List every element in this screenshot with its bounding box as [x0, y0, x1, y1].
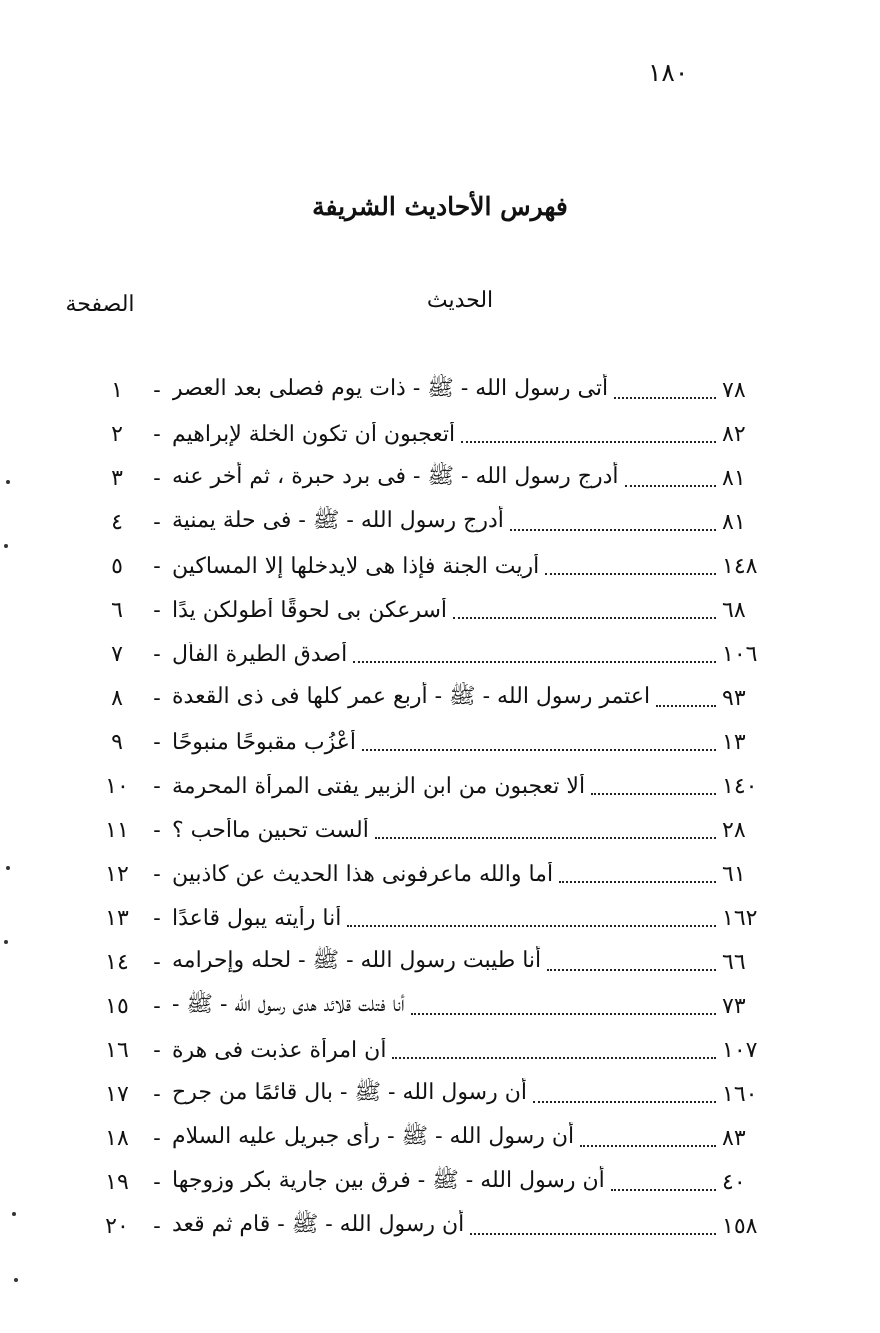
scan-speck	[12, 1212, 16, 1216]
entry-text: اعتمر رسول الله - ﷺ - أربع عمر كلها فى ذى القعدة	[172, 684, 651, 709]
leader-dots	[411, 991, 716, 1015]
entry-number: ١٣	[105, 905, 129, 931]
entry-text: أن رسول الله - ﷺ - بال قائمًا من جرح	[172, 1080, 527, 1105]
entry-page: ٢٨	[722, 817, 746, 843]
entry-text: أن امرأة عذبت فى هرة	[172, 1037, 387, 1063]
entry-text: أن رسول الله - ﷺ - رأى جبريل عليه السلام	[172, 1124, 575, 1149]
entry-text: ألست تحبين ماأحب ؟	[172, 817, 369, 843]
scan-speck	[6, 866, 10, 870]
entry-text: أدرج رسول الله - ﷺ - فى حلة يمنية	[172, 508, 504, 533]
entry-number: ٣	[111, 465, 123, 491]
index-entry	[92, 456, 782, 500]
entry-page: ٦١	[722, 861, 746, 887]
index-entry	[92, 764, 782, 808]
entry-page: ١٥٨	[722, 1213, 758, 1239]
entry-dash: -	[153, 685, 161, 711]
hadith-index-list	[92, 368, 782, 1248]
entry-text: أُعْزُب مقبوحًا منبوحًا	[172, 729, 357, 755]
entry-number: ١	[111, 377, 123, 403]
index-entry	[92, 1072, 782, 1116]
leader-dots	[533, 1079, 716, 1103]
leader-dots	[611, 1167, 716, 1191]
index-entry	[92, 588, 782, 632]
entry-number: ١٨	[105, 1125, 129, 1151]
entry-number: ١٠	[105, 773, 129, 799]
entry-dash: -	[153, 861, 161, 887]
leader-dots	[656, 683, 716, 707]
scan-speck	[6, 480, 10, 484]
entry-number: ١٢	[105, 861, 129, 887]
index-entry	[92, 940, 782, 984]
leader-dots	[392, 1035, 716, 1059]
leader-dots	[362, 727, 716, 751]
index-entry	[92, 852, 782, 896]
entry-text: أريت الجنة فإذا هى لايدخلها إلا المساكين	[172, 553, 540, 579]
leader-dots	[547, 947, 716, 971]
entry-number: ١٦	[105, 1037, 129, 1063]
leader-dots	[375, 815, 716, 839]
entry-text: أتى رسول الله - ﷺ - ذات يوم فصلى بعد العصر	[172, 376, 609, 401]
entry-number: ١١	[105, 817, 129, 843]
entry-dash: -	[153, 553, 161, 579]
leader-dots	[559, 859, 716, 883]
entry-page: ١٣	[722, 729, 746, 755]
entry-text: أنا طيبت رسول الله - ﷺ - لحله وإحرامه	[172, 948, 542, 973]
entry-number: ٩	[111, 729, 123, 755]
entry-page: ١٦٢	[722, 905, 758, 931]
index-entry	[92, 632, 782, 676]
entry-number: ٥	[111, 553, 123, 579]
entry-dash: -	[153, 421, 161, 447]
entry-text: أن رسول الله - ﷺ - قام ثم قعد	[172, 1212, 465, 1237]
index-entry	[92, 544, 782, 588]
entry-dash: -	[153, 1125, 161, 1151]
index-entry	[92, 896, 782, 940]
leader-dots	[625, 463, 717, 487]
entry-number: ٧	[111, 641, 123, 667]
entry-text: أنا رأيته يبول قاعدًا	[172, 905, 342, 931]
column-header-page: الصفحة	[65, 292, 135, 317]
entry-page: ٤٠	[722, 1169, 746, 1195]
leader-dots	[510, 507, 716, 531]
entry-dash: -	[153, 597, 161, 623]
entry-text: أتعجبون أن تكون الخلة لإبراهيم	[172, 421, 456, 447]
scan-speck	[14, 1278, 18, 1282]
entry-number: ٢	[111, 421, 123, 447]
entry-text: ألا تعجبون من ابن الزبير يفتى المرأة المحرمة	[172, 773, 586, 799]
entry-page: ٨١	[722, 509, 746, 535]
entry-number: ٨	[111, 685, 123, 711]
entry-number: ١٩	[105, 1169, 129, 1195]
index-entry	[92, 500, 782, 544]
entry-number: ٢٠	[105, 1213, 129, 1239]
index-entry	[92, 676, 782, 720]
index-entry	[92, 720, 782, 764]
entry-text: أما والله ماعرفونى هذا الحديث عن كاذبين	[172, 861, 554, 887]
entry-page: ١٠٦	[722, 641, 758, 667]
entry-text: أصدق الطيرة الفأل	[172, 641, 348, 667]
entry-dash: -	[153, 465, 161, 491]
index-entry	[92, 1116, 782, 1160]
entry-dash: -	[153, 1037, 161, 1063]
index-entry	[92, 412, 782, 456]
entry-dash: -	[153, 377, 161, 403]
entry-dash: -	[153, 509, 161, 535]
entry-page: ١٦٠	[722, 1081, 758, 1107]
entry-dash: -	[153, 773, 161, 799]
leader-dots	[591, 771, 716, 795]
entry-number: ١٧	[105, 1081, 129, 1107]
entry-dash: -	[153, 817, 161, 843]
entry-dash: -	[153, 729, 161, 755]
entry-page: ٨٢	[722, 421, 746, 447]
entry-number: ١٤	[105, 949, 129, 975]
leader-dots	[461, 419, 716, 443]
entry-text: أن رسول الله - ﷺ - فرق بين جارية بكر وزوجها	[172, 1168, 605, 1193]
entry-text: أسرعكن بى لحوقًا أطولكن يدًا	[172, 597, 447, 623]
leader-dots	[545, 551, 716, 575]
entry-number: ٦	[111, 597, 123, 623]
entry-dash: -	[153, 949, 161, 975]
scan-speck	[4, 544, 8, 548]
entry-text: أنا فتلت قلائد هدى رسول الله - ﷺ -	[172, 992, 405, 1017]
entry-page: ٦٨	[722, 597, 746, 623]
entry-dash: -	[153, 1169, 161, 1195]
entry-dash: -	[153, 641, 161, 667]
leader-dots	[353, 639, 716, 663]
leader-dots	[470, 1211, 716, 1235]
scan-speck	[4, 940, 8, 944]
leader-dots	[453, 595, 716, 619]
entry-page: ٩٣	[722, 685, 746, 711]
entry-page: ٧٣	[722, 993, 746, 1019]
leader-dots	[347, 903, 716, 927]
entry-page: ١٤٠	[722, 773, 758, 799]
column-header-hadith: الحديث	[426, 288, 494, 313]
index-entry	[92, 1204, 782, 1248]
leader-dots	[580, 1123, 716, 1147]
page-title: فهرس الأحاديث الشريفة	[312, 192, 568, 221]
entry-dash: -	[153, 905, 161, 931]
entry-page: ٧٨	[722, 377, 746, 403]
entry-page: ١٤٨	[722, 553, 758, 579]
entry-dash: -	[153, 1081, 161, 1107]
entry-page: ١٠٧	[722, 1037, 758, 1063]
page-number: ١٨٠	[648, 58, 689, 87]
index-entry	[92, 1160, 782, 1204]
index-entry	[92, 984, 782, 1028]
entry-page: ٦٦	[722, 949, 746, 975]
leader-dots	[614, 375, 716, 399]
entry-number: ٤	[111, 509, 123, 535]
entry-dash: -	[153, 993, 161, 1019]
entry-number: ١٥	[105, 993, 129, 1019]
index-entry	[92, 808, 782, 852]
entry-dash: -	[153, 1213, 161, 1239]
entry-page: ٨١	[722, 465, 746, 491]
entry-page: ٨٣	[722, 1125, 746, 1151]
index-entry	[92, 368, 782, 412]
entry-text: أدرج رسول الله - ﷺ - فى برد حبرة ، ثم أخر عنه	[172, 464, 619, 489]
index-entry	[92, 1028, 782, 1072]
